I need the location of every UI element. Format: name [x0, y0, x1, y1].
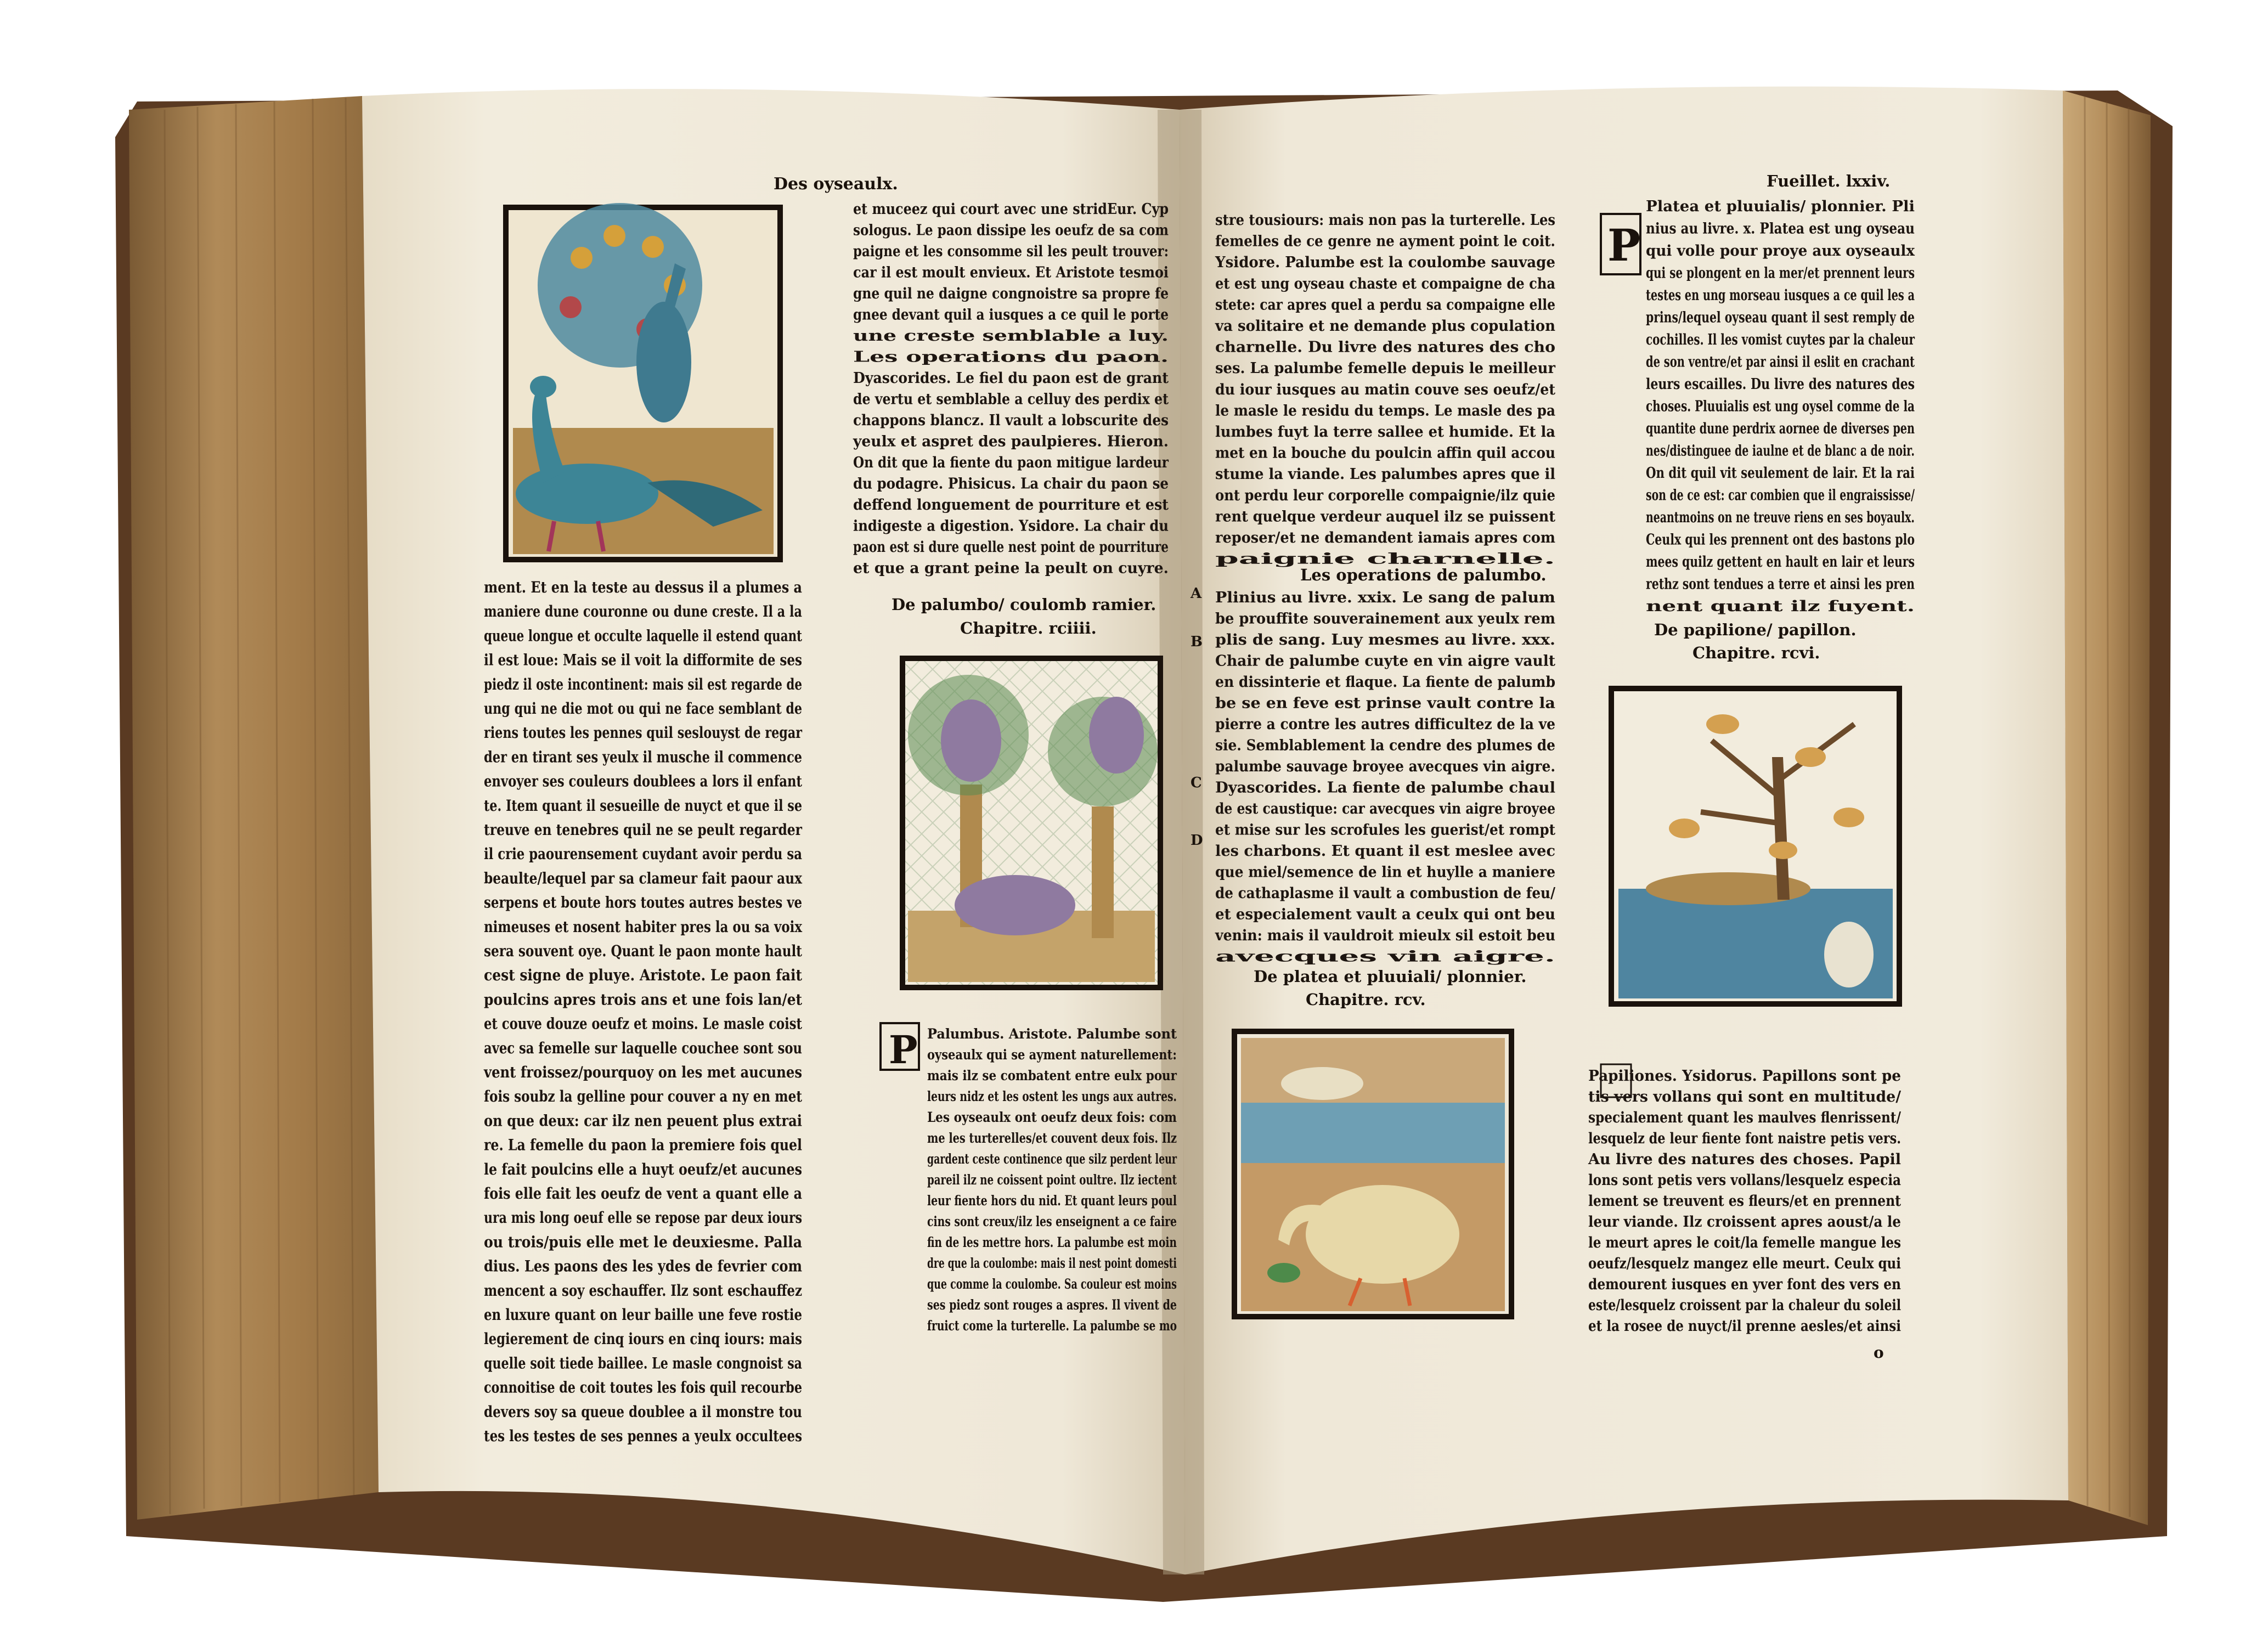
signature-mark: o: [1874, 1344, 1884, 1362]
text-line: et mise sur les scrofules les guerist/et rompt: [1215, 821, 1556, 839]
text-line: Dyascorides. La fiente de palumbe chaul: [1215, 779, 1555, 797]
text-line: rethz sont tendues a terre et ainsi les pren: [1646, 575, 1915, 593]
text-line: Papiliones. Ysidorus. Papillons sont pe: [1588, 1068, 1901, 1085]
text-line: le meurt apres le coit/la femelle mangue les: [1588, 1234, 1901, 1251]
text-line: venin: mais il vauldroit mieulx sil estoit beu: [1215, 927, 1555, 944]
text-line: quelle soit tiede baillee. Le masle congnoist sa: [484, 1354, 802, 1373]
text-line: riens toutes les pennes quil seslouyst de regar: [484, 724, 803, 742]
text-line: be prouffite souverainement aux yeulx rem: [1215, 610, 1555, 628]
text-line: dius. Les paons des les ydes de fevrier com: [484, 1257, 802, 1276]
text-line: quantite dune perdrix aornee de diverses pen: [1646, 420, 1915, 437]
peacock-woodcut: [506, 203, 780, 560]
text-line: on que deux: car ilz nen peuent plus extrai: [484, 1111, 802, 1130]
text-line: de son ventre/et par ainsi il eslit en crachant: [1646, 353, 1915, 371]
text-line: este/lesquelz croissent par la chaleur du soleil: [1588, 1297, 1901, 1314]
text-line: paignie charnelle.: [1215, 550, 1555, 568]
text-line: et la rosee de nuyct/il prenne aesles/et ainsi: [1588, 1318, 1901, 1335]
text-line: qui volle pour proye aux oyseaulx: [1646, 242, 1915, 259]
left-running-head: Des oyseaulx.: [774, 174, 898, 194]
text-line: mencent a soy eschauffer. Ilz sont eschauffez: [484, 1281, 802, 1300]
text-line: et especialement vault a ceulx qui ont beu: [1215, 906, 1555, 923]
text-line: car il est moult envieux. Et Aristote tesmoi: [853, 264, 1169, 281]
text-line: reposer/et ne demandent iamais apres com: [1215, 529, 1555, 546]
chapter-94-heading: De palumbo/ coulomb ramier.: [892, 595, 1156, 614]
text-line: Palumbus. Aristote. Palumbe sont: [927, 1026, 1177, 1042]
text-line: vent froissez/pourquoy on les met aucunes: [483, 1063, 802, 1081]
text-line: poulcins apres trois ans et une fois lan/et: [484, 990, 803, 1009]
text-line: gnee devant quil a iusques a ce quil le porte: [853, 306, 1169, 324]
text-line: cest signe de pluye. Aristote. Le paon fait: [484, 966, 803, 985]
text-line: ung qui ne die mot ou qui ne face semblant de: [484, 699, 802, 718]
text-line: ses. La palumbe femelle depuis le meilleur: [1215, 360, 1556, 377]
text-line: de vertu et semblable a celluy des perdix et: [853, 391, 1169, 408]
text-line: leur viande. Ilz croissent apres aoust/a le: [1588, 1214, 1901, 1231]
text-line: legierement de cinq iours en cinq iours: mais: [484, 1330, 802, 1348]
text-line: queue longue et occulte laquelle il estend quant: [484, 627, 803, 645]
text-line: cochilles. Il les vomist cuytes par la chaleur: [1646, 331, 1915, 348]
text-line: fruict come la turterelle. La palumbe se mo: [927, 1318, 1177, 1334]
text-line: de cathaplasme il vault a combustion de feu/: [1215, 885, 1556, 902]
text-line: met en la bouche du poulcin affin quil accou: [1215, 444, 1555, 462]
text-line: Au livre des natures des choses. Papil: [1588, 1151, 1901, 1168]
text-line: gne quil ne daigne congnoistre sa propre fe: [853, 285, 1169, 302]
text-line: sologus. Le paon dissipe les oeufz de sa com: [853, 222, 1169, 239]
text-line: femelles de ce genre ne ayment point le coit.: [1215, 233, 1555, 250]
text-line: choses. Pluuialis est ung oysel comme de la: [1646, 398, 1915, 415]
text-line: neantmoins on ne treuve riens en ses boyaulx.: [1646, 509, 1915, 526]
text-line: ment. Et en la teste au dessus il a plumes a: [484, 578, 802, 596]
text-line: et que a grant peine la peult on cuyre.: [853, 560, 1169, 577]
text-line: que miel/semence de lin et huylle a maniere: [1215, 864, 1555, 881]
text-line: Ysidore. Palumbe est la coulombe sauvage: [1215, 254, 1555, 272]
left-col2-bottom-text: [927, 1026, 1177, 1334]
text-line: me les turterelles/et couvent deux fois. Ilz: [927, 1130, 1177, 1146]
text-line: le masle le residu du temps. Le masle des pa: [1215, 402, 1555, 420]
text-line: il est loue: Mais se il voit la difformite de ses: [484, 651, 802, 669]
text-line: Ceulx qui les prennent ont des bastons plo: [1646, 531, 1915, 549]
text-line: specialement quant les maulves flenrissent/: [1588, 1109, 1902, 1126]
text-line: ou trois/puis elle met le deuxiesme. Palla: [484, 1233, 802, 1251]
text-line: ura mis long oeuf elle se repose par deux iours: [484, 1209, 802, 1227]
text-line: Chair de palumbe cuyte en vin aigre vault: [1215, 652, 1556, 670]
text-line: demourent iusques en yver font des vers en: [1588, 1276, 1902, 1293]
text-line: On dit quil vit seulement de lair. Et la rai: [1646, 465, 1915, 482]
svg-text:C: C: [1191, 775, 1202, 791]
initial-p-platea-letter: P: [1607, 219, 1641, 271]
text-line: en dissinterie et flaque. La fiente de palumb: [1215, 674, 1555, 691]
text-line: en luxure quant on leur baille une feve rostie: [484, 1306, 802, 1324]
text-line: qui se plongent en la mer/et prennent leurs: [1646, 264, 1915, 282]
text-line: indigeste a digestion. Ysidore. La chair du: [853, 517, 1169, 535]
text-line: der en tirant ses yeulx il musche il commence: [484, 748, 802, 766]
text-line: sera souvent oye. Quant le paon monte hault: [484, 942, 803, 960]
text-line: stete: car apres quel a perdu sa compaigne elle: [1215, 296, 1555, 314]
chapter-94-number: Chapitre. rciiii.: [960, 619, 1097, 637]
text-line: et couve douze oeufz et moins. Le masle coist: [484, 1014, 803, 1033]
text-line: le fait poulcins elle a huyt oeufz/et aucunes: [484, 1160, 802, 1178]
text-line: avec sa femelle sur laquelle couchee sont sou: [484, 1039, 802, 1057]
text-line: dre que la coulombe: mais il nest point domesti: [927, 1255, 1177, 1271]
text-line: tes les testes de ses pennes a yeulx occultees: [484, 1427, 802, 1445]
chapter-95-heading: De platea et pluuiali/ plonnier.: [1254, 967, 1527, 986]
text-line: oeufz/lesquelz mangez elle meurt. Ceulx qui: [1588, 1255, 1901, 1272]
text-line: rent quelque verdeur auquel ilz se puissent: [1215, 508, 1556, 526]
text-line: mees quilz gettent en hault en lair et leurs: [1646, 554, 1915, 571]
text-line: va solitaire et ne demande plus copulation: [1215, 318, 1556, 335]
text-line: ses piedz sont rouges a aspres. Il vivent de: [927, 1297, 1177, 1313]
left-fore-edge: [129, 96, 379, 1520]
text-line: deffend longuement de pourriture et est: [853, 496, 1169, 513]
text-line: cins sont creux/ilz les enseignent a ce faire: [927, 1214, 1177, 1229]
text-line: tis vers vollans qui sont en multitude/: [1588, 1088, 1902, 1105]
text-line: be se en feve est prinse vault contre la: [1215, 695, 1555, 712]
chapter-96-heading: De papilione/ papillon.: [1654, 620, 1857, 639]
text-line: fois elle fait les oeufz de vent a quant elle a: [484, 1184, 802, 1203]
text-line: Les operations du paon.: [853, 348, 1169, 366]
text-line: lumbes fuyt la terre sallee et humide. Et la: [1215, 424, 1555, 441]
butterfly-woodcut: [1611, 688, 1899, 1004]
text-line: On dit que la fiente du paon mitigue lardeur: [853, 454, 1169, 471]
text-line: re. La femelle du paon la premiere fois quel: [484, 1136, 802, 1154]
text-line: paigne et les consomme sil les peult trouver:: [853, 243, 1169, 260]
text-line: plis de sang. Luy mesmes au livre. xxx.: [1215, 631, 1555, 648]
chapter-95-number: Chapitre. rcv.: [1306, 990, 1426, 1009]
text-line: les charbons. Et quant il est meslee avec: [1215, 843, 1555, 860]
text-line: du iour iusques au matin couve ses oeufz/et: [1215, 381, 1556, 398]
operations-palumbo-heading: Les operations de palumbo.: [1300, 566, 1547, 584]
doves-woodcut: [902, 658, 1160, 987]
text-line: son de ce est: car combien que il engraississe/: [1646, 487, 1915, 504]
text-line: Dyascorides. Le fiel du paon est de grant: [853, 370, 1169, 387]
text-line: que comme la coulombe. Sa couleur est moins: [927, 1276, 1177, 1292]
text-line: avecques vin aigre.: [1215, 948, 1555, 966]
text-line: stre tousiours: mais non pas la turterelle. Les: [1215, 212, 1555, 229]
text-line: gardent ceste continence que silz perdent leur: [927, 1151, 1177, 1167]
text-line: chappons blancz. Il vault a lobscurite des: [853, 412, 1169, 429]
text-line: te. Item quant il sesueille de nuyct et que il se: [484, 796, 802, 815]
text-line: Platea et pluuialis/ plonnier. Pli: [1646, 198, 1915, 215]
text-line: lons sont petis vers vollans/lesquelz especia: [1588, 1172, 1901, 1189]
text-line: devers soy sa queue doublee a il monstre tou: [484, 1402, 802, 1421]
text-line: fin de les mettre hors. La palumbe est moin: [927, 1234, 1177, 1250]
text-line: lement se treuvent es fleurs/et en prennent: [1588, 1193, 1902, 1210]
right-running-head: Fueillet. lxxiv.: [1767, 172, 1891, 190]
text-line: il crie paourensement cuydant avoir perdu sa: [484, 845, 802, 864]
text-line: ont perdu leur corporelle compaignie/ilz quie: [1215, 487, 1555, 504]
text-line: beaulte/lequel par sa clameur fait paour aux: [484, 869, 803, 888]
text-line: et est ung oyseau chaste et compaigne de cha: [1215, 275, 1555, 292]
text-line: et muceez qui court avec une stridEur. Cyp: [853, 201, 1169, 218]
text-line: Les oyseaulx ont oeufz deux fois: com: [927, 1109, 1177, 1125]
svg-text:D: D: [1191, 832, 1203, 849]
text-line: oyseaulx qui se ayment naturellement:: [927, 1047, 1177, 1063]
text-line: leurs escailles. Du livre des natures des: [1646, 376, 1915, 393]
text-line: nimeuses et nosent habiter pres la ou sa voix: [484, 917, 803, 936]
text-line: yeulx et aspret des paulpieres. Hieron.: [853, 433, 1169, 450]
text-line: mais ilz se combatent entre eulx pour: [927, 1068, 1177, 1083]
text-line: de est caustique: car avecques vin aigre broyee: [1215, 800, 1555, 817]
svg-text:A: A: [1191, 585, 1202, 602]
chapter-96-number: Chapitre. rcvi.: [1692, 644, 1820, 662]
text-line: une creste semblable a luy.: [853, 328, 1169, 345]
text-line: treuve en tenebres quil ne se peult regarder: [484, 821, 803, 839]
text-line: nes/distinguee de iaulne et de blanc a de noir.: [1646, 442, 1915, 460]
text-line: charnelle. Du livre des natures des cho: [1215, 338, 1555, 356]
text-line: testes en ung morseau iusques a ce quil les a: [1646, 287, 1915, 304]
platea-woodcut: [1234, 1031, 1511, 1317]
text-line: piedz il oste incontinent: mais sil est regarde de: [484, 675, 802, 693]
text-line: connoitise de coit toutes les fois quil recourbe: [484, 1378, 802, 1397]
text-line: stume la viande. Les palumbes apres que il: [1215, 466, 1555, 483]
text-line: leur fiente hors du nid. Et quant leurs poul: [927, 1193, 1177, 1209]
text-line: paon est si dure quelle nest point de pourriture: [853, 539, 1169, 556]
text-line: du podagre. Phisicus. La chair du paon se: [853, 475, 1169, 493]
text-line: palumbe sauvage broyee avecques vin aigre.: [1215, 758, 1555, 775]
text-line: fois soubz la gelline pour couver a ny en met: [484, 1087, 803, 1106]
text-line: pareil ilz ne coissent point oultre. Ilz iectent: [927, 1172, 1177, 1188]
text-line: maniere dune couronne ou dune creste. Il a la: [484, 602, 802, 621]
text-line: Plinius au livre. xxix. Le sang de palum: [1215, 589, 1555, 606]
text-line: nius au livre. x. Platea est ung oyseau: [1646, 220, 1915, 238]
text-line: prins/lequel oyseau quant il sest remply de: [1646, 309, 1915, 326]
initial-p-letter: P: [889, 1027, 918, 1073]
text-line: sie. Semblablement la cendre des plumes de: [1215, 737, 1555, 754]
right-col1-top-text: [1215, 212, 1556, 568]
text-line: envoyer ses couleurs doublees a lors il enfant: [484, 772, 803, 791]
text-line: lesquelz de leur fiente font naistre petis vers.: [1588, 1130, 1901, 1147]
text-line: pierre a contre les autres difficultez de la ve: [1215, 716, 1555, 733]
text-line: leurs nidz et les ostent les ungs aux autres.: [927, 1088, 1177, 1104]
text-line: serpens et boute hors toutes autres bestes ve: [484, 893, 802, 912]
text-line: nent quant ilz fuyent.: [1646, 598, 1915, 615]
svg-text:B: B: [1191, 634, 1203, 650]
